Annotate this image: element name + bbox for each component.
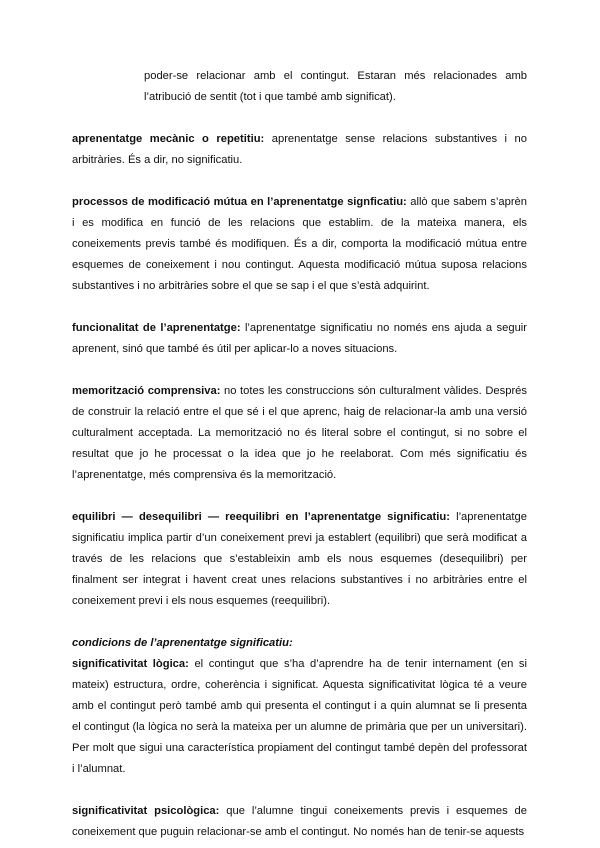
definition-psychological-significance — [72, 801, 527, 843]
definition-term: processos de modificació mútua en l’aprenentatge signficatiu: — [72, 196, 407, 208]
definition-term: aprenentatge mecànic o repetitiu: — [72, 133, 265, 145]
paragraph-text: poder-se relacionar amb el contingut. Estaran més relacionades amb l’atribució de sentit (tot i que també amb significat). — [144, 70, 527, 103]
definition-text: que l’alumne tingui coneixements previs i esquemes de coneixement que puguin relacionar-se amb el contingut. No només han de tenir-se aquests — [72, 805, 527, 838]
definition-text: el contingut que s’ha d’aprendre ha de tenir internament (en si mateix) estructura, ordre, coherència i significat. Aquesta significativitat lògica té a veure amb el contingut però també amb qui presenta el contingut i a quin alumnat se li presenta el contingut (la lògica no serà la mateixa per un alumne de primària que per un universitari). Per molt que sigui una característica propiament del contingut també depèn del professorat i l’alumnat. — [72, 658, 527, 775]
definition-term: significativitat lògica: — [72, 658, 189, 670]
continued-paragraph — [72, 66, 527, 108]
definition-text: no totes les construccions són culturalment vàlides. Després de construir la relació entre el que sé i el que aprenc, haig de relacionar-la amb una versió culturalment acceptada. La memorització no és literal sobre el contingut, si no sobre el resultat que jo he processat o la idea que jo he reelaborat. Com més significatiu és l’aprenentatge, més comprensiva és la memorització. — [72, 385, 527, 481]
definition-mutual-modification — [72, 192, 527, 297]
definition-mechanical-learning — [72, 129, 527, 171]
definition-text: l’aprenentatge significatiu implica partir d’un coneixement previ ja establert (equilibri) que serà modificat a través de les relacions que s’estableixin amb els nous esquemes (desequilibri) per finalment ser integrat i havent creat unes relacions substantives i no arbitràries entre el coneixement previ i els nous esquemes (reequilibri). — [72, 511, 527, 607]
document-page — [72, 66, 527, 843]
definition-comprehensive-memorization — [72, 381, 527, 486]
definition-term: significativitat psicològica: — [72, 805, 220, 817]
definition-equilibrium — [72, 507, 527, 612]
section-heading: condicions de l’aprenentatge significatiu: — [72, 637, 293, 649]
definition-text: aprenentatge sense relacions substantives i no arbitràries. És a dir, no significatiu. — [72, 133, 527, 166]
definition-functionality — [72, 318, 527, 360]
definition-text: allò que sabem s’aprèn i es modifica en funció de les relacions que establim. de la mateixa manera, els coneixements previs també és modifiquen. És a dir, comporta la modificació mútua entre esquemes de coneixement i nou contingut. Aquesta modificació mútua suposa relacions substantives i no arbitràries sobre el que se sap i el que s’està adquirint. — [72, 196, 527, 292]
definition-term: memorització comprensiva: — [72, 385, 221, 397]
definition-text: l’aprenentatge significatiu no només ens ajuda a seguir aprenent, sinó que també és útil per aplicar-lo a noves situacions. — [72, 322, 527, 355]
definition-term: equilibri — desequilibri — reequilibri en l’aprenentatge significatiu: — [72, 511, 450, 523]
definition-term: funcionalitat de l’aprenentatge: — [72, 322, 241, 334]
definition-logical-significance — [72, 654, 527, 780]
